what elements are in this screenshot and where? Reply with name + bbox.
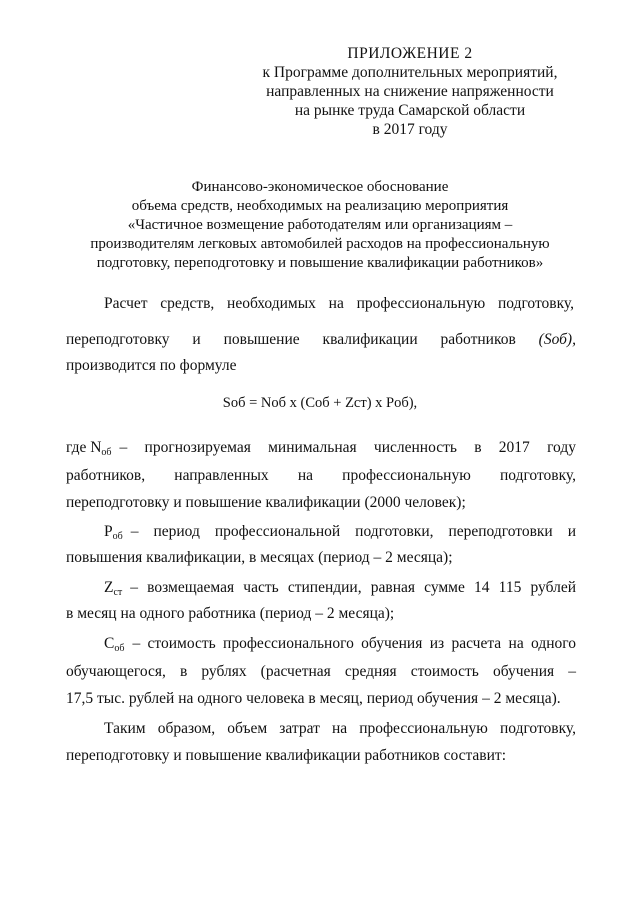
- def-c-line-1: [104, 634, 576, 659]
- def-z-line-2: в месяц на одного работника (период – 2 месяца);: [66, 605, 395, 622]
- def-p-text: – период профессиональной подготовки, переподготовки и: [130, 523, 576, 540]
- heading-line-1: Финансово-экономическое обоснование: [191, 179, 449, 195]
- def-z-line-1: [104, 578, 576, 603]
- def-n-line-2: работников, направленных на профессиональную подготовку,: [66, 467, 576, 484]
- intro-word-4: квалификации: [322, 331, 418, 348]
- def-n-symbol: где $N_{об}$: [66, 439, 112, 458]
- annex-block: [240, 44, 580, 139]
- intro-word-5: работников: [440, 331, 516, 348]
- heading-line-4: производителям легковых автомобилей расходов на профессиональную: [90, 236, 550, 252]
- def-c-symbol: $C_{об}$: [104, 635, 125, 654]
- intro-symbol: (Sоб),: [538, 331, 576, 348]
- formula: Sоб = Nоб х (Cоб + Zст) х Pоб),: [222, 395, 418, 411]
- def-n-line-3: переподготовку и повышение квалификации (2000 человек);: [66, 494, 466, 511]
- conclusion-line-2: переподготовку и повышение квалификации работников составит:: [66, 747, 506, 764]
- intro-word-2: и: [192, 331, 201, 348]
- intro-line-3: производится по формуле: [66, 357, 237, 374]
- def-n-text: – прогнозируемая минимальная численность в 2017 году: [119, 439, 576, 456]
- def-z-symbol: $Z_{ст}$: [104, 579, 123, 598]
- annex-line-1: к Программе дополнительных мероприятий,: [262, 64, 558, 81]
- intro-line-1: Расчет средств, необходимых на профессиональную подготовку,: [104, 295, 574, 312]
- annex-title: ПРИЛОЖЕНИЕ 2: [347, 45, 473, 62]
- def-c-line-2: обучающегося, в рублях (расчетная средняя стоимость обучения –: [66, 663, 576, 680]
- conclusion-line-1: Таким образом, объем затрат на профессиональную подготовку,: [104, 720, 576, 737]
- intro-word-3: повышение: [223, 331, 300, 348]
- def-p-line-2: повышения квалификации, в месяцах (период – 2 месяца);: [66, 549, 453, 566]
- heading-line-2: объема средств, необходимых на реализацию мероприятия: [131, 198, 509, 214]
- intro-line-2: [66, 330, 576, 350]
- annex-line-2: направленных на снижение напряженности: [266, 83, 554, 100]
- def-c-line-3: 17,5 тыс. рублей на одного человека в месяц, период обучения – 2 месяца).: [66, 690, 561, 707]
- def-p-line-1: [104, 522, 576, 547]
- def-p-symbol: $P_{об}$: [104, 523, 123, 542]
- def-z-text: – возмещаемая часть стипендии, равная сумме 14 115 рублей: [130, 579, 576, 596]
- annex-line-3: на рынке труда Самарской области: [294, 102, 526, 119]
- document-heading: [40, 178, 600, 273]
- intro-word-1: переподготовку: [66, 331, 170, 348]
- annex-line-4: в 2017 году: [372, 121, 448, 138]
- heading-line-5: подготовку, переподготовку и повышение квалификации работников»: [96, 255, 544, 271]
- def-n-line-1: [66, 438, 576, 463]
- heading-line-3: «Частичное возмещение работодателям или организациям –: [127, 217, 513, 233]
- def-c-text: – стоимость профессионального обучения из расчета на одного: [132, 635, 576, 652]
